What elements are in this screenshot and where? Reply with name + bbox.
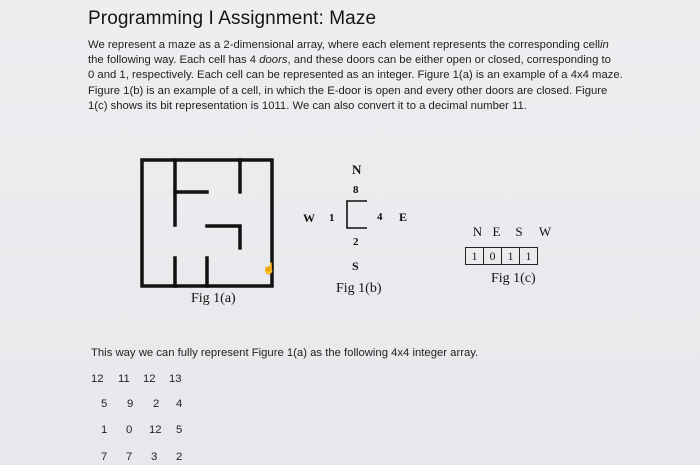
array-intro: This way we can fully represent Figure 1(a) as the following 4x4 integer array. xyxy=(91,347,479,359)
array-value: 2 xyxy=(176,451,183,463)
array-value: 11 xyxy=(118,373,130,385)
bit-header-n: N xyxy=(472,224,483,239)
bit-headers xyxy=(469,224,559,240)
intro-text: doors xyxy=(259,54,288,67)
array-value: 5 xyxy=(176,424,183,436)
south-value: 2 xyxy=(353,236,359,248)
intro-text: Figure 1(b) is an example of a cell, in which the E-door is open and every other doors are closed. Figure xyxy=(88,84,608,97)
east-label: E xyxy=(399,210,408,224)
page-title: Programming I Assignment: Maze xyxy=(88,8,377,29)
intro-text: 1(c) shows its bit representation is 1011. We can also convert it to a decimal number 11. xyxy=(88,99,527,112)
north-value: 8 xyxy=(353,184,359,196)
array-value: 9 xyxy=(127,398,134,410)
intro-text: the following way. Each cell has 4 xyxy=(88,54,257,67)
array-value: 1 xyxy=(101,424,108,436)
array-value: 2 xyxy=(153,398,160,410)
south-label: S xyxy=(352,259,359,273)
bit-cell: 1 xyxy=(520,248,538,265)
bit-cell: 1 xyxy=(502,248,520,265)
north-label: N xyxy=(352,162,362,177)
west-label: W xyxy=(303,211,315,225)
east-value: 4 xyxy=(377,211,383,223)
bit-cell: 1 xyxy=(466,248,484,265)
array-value: 12 xyxy=(143,373,156,385)
array-value: 5 xyxy=(101,398,108,410)
array-value: 7 xyxy=(101,451,108,463)
intro-text: 0 and 1, respectively. Each cell can be represented as an integer. Figure 1(a) is an example of a 4x4 maze. xyxy=(88,69,623,82)
intro-text: , and these doors can be either open or closed, corresponding to xyxy=(287,54,611,67)
fig-a-caption: Fig 1(a) xyxy=(191,291,236,306)
array-value: 7 xyxy=(126,451,133,463)
bit-table xyxy=(465,247,538,265)
array-value: 13 xyxy=(169,373,182,385)
array-value: 3 xyxy=(151,451,158,463)
array-value: 4 xyxy=(176,398,183,410)
array-value: 0 xyxy=(126,424,133,436)
fig-b-caption: Fig 1(b) xyxy=(336,281,382,296)
cell-walls xyxy=(347,201,367,228)
maze-wall xyxy=(207,226,240,248)
bit-cell: 0 xyxy=(484,248,502,265)
bit-header-s: S xyxy=(515,224,523,239)
fig-c-caption: Fig 1(c) xyxy=(491,271,536,286)
array-value: 12 xyxy=(149,424,162,436)
hand-cursor-icon: ☝ xyxy=(262,263,276,275)
intro-text: in xyxy=(599,39,609,51)
array-value: 12 xyxy=(91,373,104,385)
bit-header-e: E xyxy=(492,224,501,239)
west-value: 1 xyxy=(329,212,335,224)
bit-header-w: W xyxy=(538,224,552,239)
intro-text: We represent a maze as a 2-dimensional array, where each element represents the corresponding cell xyxy=(88,39,600,51)
